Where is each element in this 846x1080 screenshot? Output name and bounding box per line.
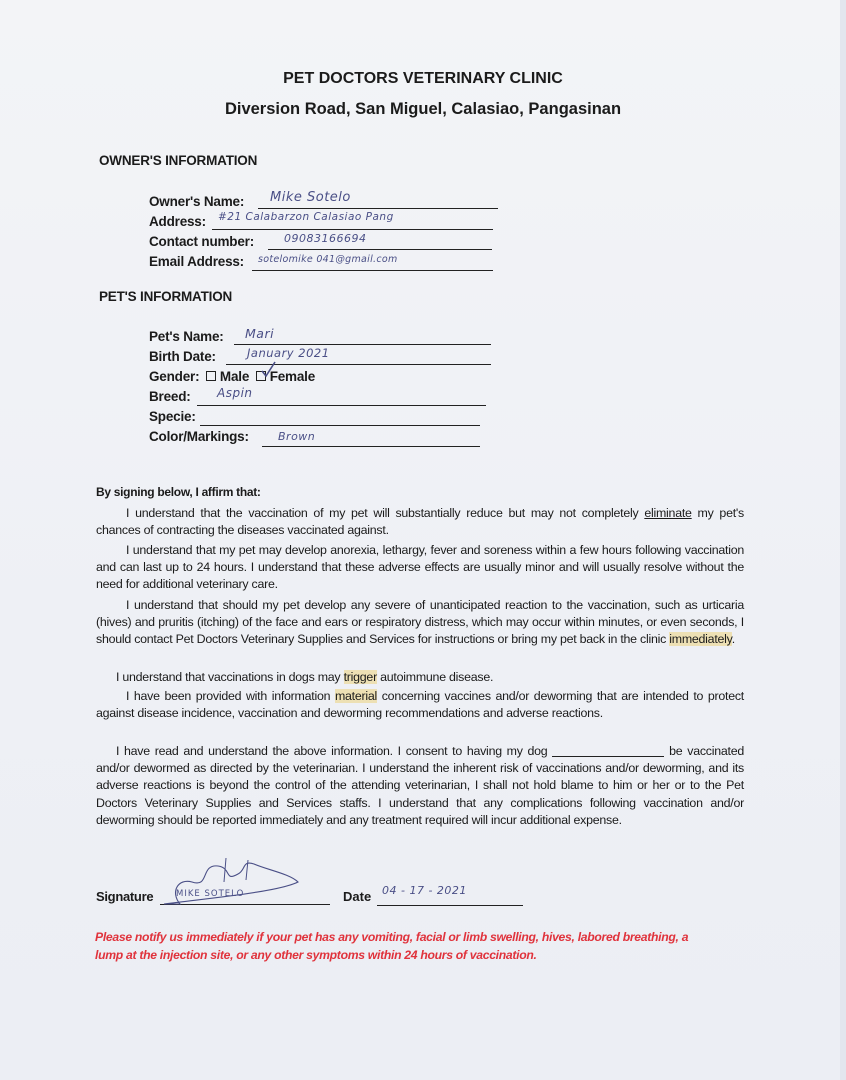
affirmation-paragraph-2 [96, 542, 744, 594]
signature-scribble-icon [150, 852, 300, 910]
p3-text: I understand that should my pet develop any severe of unanticipated reaction to the vaccination, such as urticaria (hives) and pruritis (itching) of the face and ears or respiratory distress, which may occur within minutes, or even seconds, I should contact Pet Doctors Veterinary Supplies and Services for instructions or bring my pet back in the clinic immediately. [96, 598, 744, 647]
gender-row [149, 369, 315, 384]
p5-text: I have been provided with information material concerning vaccines and/or deworming that are intended to protect against disease incidence, vaccination and deworming recommendations and adverse reactions. [96, 689, 744, 721]
p1-eliminate: eliminate [644, 506, 692, 520]
email-value: sotelomike 041@gmail.com [258, 254, 398, 265]
pet-section-title: PET'S INFORMATION [99, 289, 233, 304]
contact-label: Contact number: [149, 234, 255, 249]
page-edge [840, 0, 846, 1080]
highlighted-word: trigger [343, 670, 377, 684]
address-value: #21 Calabarzon Calasiao Pang [218, 211, 394, 223]
signature-printed-name: MIKE SOTELO [176, 889, 245, 899]
highlighted-word: immediately [669, 632, 732, 647]
date-label: Date [343, 889, 372, 904]
birth-date-label: Birth Date: [149, 349, 216, 364]
male-checkbox[interactable] [206, 371, 216, 381]
owner-name-value: Mike Sotelo [270, 190, 351, 205]
address-label: Address: [149, 214, 206, 229]
p1-text-b: my pet's chances of contracting the diseases vaccinated against. [96, 506, 744, 538]
owner-name-line [258, 208, 498, 209]
breed-label: Breed: [149, 389, 191, 404]
gender-label: Gender: [149, 369, 200, 384]
affirmation-paragraph-1 [96, 505, 744, 539]
male-label: Male [219, 369, 250, 384]
date-value: 04 - 17 - 2021 [382, 884, 467, 897]
owner-name-label: Owner's Name: [149, 194, 245, 209]
symptom-notice: Please notify us immediately if your pet has any vomiting, facial or limb swelling, hives, labored breathing, a lump at the injection site, or any other symptoms within 24 hours of vaccination. [95, 930, 689, 962]
p1-text-a: I understand that the vaccination of my pet will substantially reduce but may not completely [126, 506, 639, 520]
contact-value: 09083166694 [284, 232, 367, 245]
affirmation-paragraph-3 [96, 597, 744, 649]
affirmation-paragraph-5 [96, 688, 744, 722]
highlighted-word: material [334, 689, 378, 703]
pet-name-value: Mari [245, 326, 275, 341]
signature-label: Signature [96, 889, 154, 904]
p4-text: I understand that vaccinations in dogs may trigger autoimmune disease. [116, 670, 494, 684]
dog-name-blank [552, 746, 664, 757]
affirmation-paragraph-4 [96, 669, 744, 686]
pet-name-line [234, 344, 491, 345]
female-label: Female [269, 369, 316, 384]
p6-text-b: be vaccinated and/or dewormed as directed by the veterinarian. I understand the inherent risk of vaccinations and/or deworming, and its adverse reactions is beyond the control of the attending veterinarian, I shall not hold blame to him or her or to the Pet Doctors Veterinary Supplies and Services staffs. I understand that any complications following vaccination and/or deworming should be reported immediately and any treatment required will incur additional expense. [96, 744, 744, 827]
color-markings-label: Color/Markings: [149, 429, 249, 444]
affirmation-heading: By signing below, I affirm that: [96, 485, 261, 499]
address-line [212, 229, 493, 230]
clinic-address: Diversion Road, San Miguel, Calasiao, Pangasinan [224, 100, 622, 118]
email-label: Email Address: [149, 254, 244, 269]
clinic-name: PET DOCTORS VETERINARY CLINIC [283, 70, 563, 87]
specie-label: Specie: [149, 409, 196, 424]
color-markings-line [262, 446, 480, 447]
specie-line [200, 425, 480, 426]
owner-section-title: OWNER'S INFORMATION [99, 153, 258, 168]
breed-line [197, 405, 486, 406]
p2-text: I understand that my pet may develop anorexia, lethargy, fever and soreness within a few hours following vaccination and can last up to 24 hours. I understand that these adverse effects are usually minor and will usually resolve without the need for additional veterinary care. [96, 543, 744, 592]
pet-name-label: Pet's Name: [149, 329, 224, 344]
affirmation-paragraph-6 [96, 743, 744, 829]
female-check-mark-icon [260, 360, 278, 378]
birth-date-value: January 2021 [247, 346, 330, 360]
color-markings-value: Brown [278, 430, 316, 443]
email-line [252, 270, 493, 271]
contact-line [268, 249, 492, 250]
p6-text-a: I have read and understand the above information. I consent to having my dog [116, 744, 548, 758]
date-line [377, 905, 523, 906]
breed-value: Aspin [217, 386, 253, 400]
